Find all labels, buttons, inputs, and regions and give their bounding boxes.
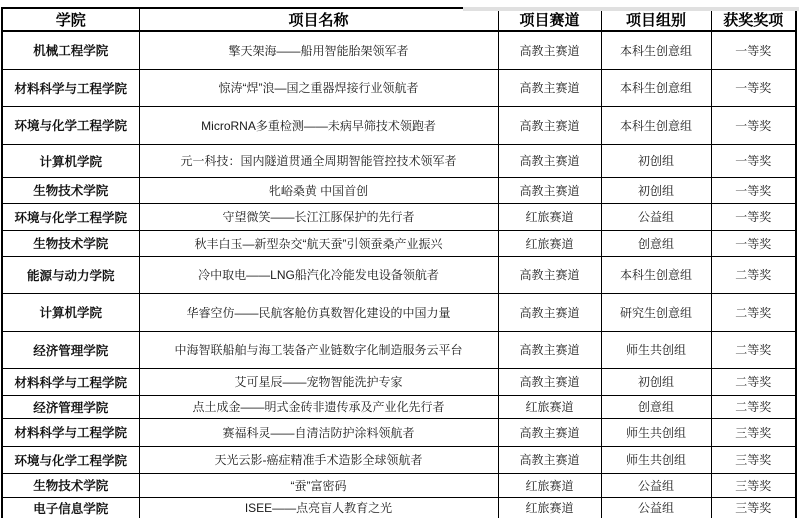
table-row: [2, 31, 796, 69]
header-row: [2, 8, 796, 31]
cell-track: 红旅赛道: [498, 473, 601, 497]
cell-project-name: MicroRNA多重检测——未病早筛技术领跑者: [139, 106, 498, 144]
cell-award: 二等奖: [711, 293, 796, 331]
cell-track: 高教主赛道: [498, 106, 601, 144]
header-track: 项目赛道: [498, 8, 601, 31]
cell-group: 创意组: [601, 230, 711, 256]
cell-track: 高教主赛道: [498, 31, 601, 69]
table-body: [2, 31, 796, 518]
cell-group: 师生共创组: [601, 418, 711, 446]
cell-project-name: 中海智联船舶与海工装备产业链数字化制造服务云平台: [139, 331, 498, 368]
cell-college: 材料科学与工程学院: [2, 418, 139, 446]
cell-group: 师生共创组: [601, 446, 711, 473]
cell-award: 一等奖: [711, 69, 796, 106]
cell-track: 红旅赛道: [498, 230, 601, 256]
cell-group: 公益组: [601, 497, 711, 518]
cell-project-name: 守望微笑——长江江豚保护的先行者: [139, 203, 498, 230]
table-row: [2, 497, 796, 518]
cell-project-name: 天光云影-癌症精准手术造影全球领航者: [139, 446, 498, 473]
cell-track: 高教主赛道: [498, 177, 601, 203]
cell-group: 创意组: [601, 395, 711, 418]
cell-project-name: 点土成金——明式金砖非遗传承及产业化先行者: [139, 395, 498, 418]
table-row: [2, 203, 796, 230]
cell-group: 本科生创意组: [601, 106, 711, 144]
cell-award: 一等奖: [711, 177, 796, 203]
table-row: [2, 69, 796, 106]
cell-project-name: 秋丰白玉—新型杂交“航天蚕”引领蚕桑产业振兴: [139, 230, 498, 256]
cell-group: 师生共创组: [601, 331, 711, 368]
cell-group: 初创组: [601, 177, 711, 203]
cell-award: 二等奖: [711, 395, 796, 418]
table-row: [2, 177, 796, 203]
cell-track: 高教主赛道: [498, 293, 601, 331]
cell-project-name: 元一科技：国内隧道贯通全周期智能管控技术领军者: [139, 144, 498, 177]
cell-award: 二等奖: [711, 368, 796, 395]
cell-track: 高教主赛道: [498, 69, 601, 106]
cell-award: 一等奖: [711, 144, 796, 177]
cell-college: 生物技术学院: [2, 230, 139, 256]
cell-track: 红旅赛道: [498, 497, 601, 518]
cell-college: 计算机学院: [2, 293, 139, 331]
cell-college: 电子信息学院: [2, 497, 139, 518]
table-row: [2, 331, 796, 368]
cell-award: 二等奖: [711, 256, 796, 293]
cell-award: 三等奖: [711, 446, 796, 473]
header-group: 项目组别: [601, 8, 711, 31]
awards-table: [1, 7, 797, 518]
table-row: [2, 293, 796, 331]
table-row: [2, 230, 796, 256]
cell-group: 初创组: [601, 368, 711, 395]
cell-award: 一等奖: [711, 31, 796, 69]
cell-track: 高教主赛道: [498, 418, 601, 446]
cell-group: 本科生创意组: [601, 256, 711, 293]
cell-track: 高教主赛道: [498, 446, 601, 473]
cell-project-name: “蚕”富密码: [139, 473, 498, 497]
cell-group: 初创组: [601, 144, 711, 177]
cell-award: 三等奖: [711, 418, 796, 446]
cell-group: 研究生创意组: [601, 293, 711, 331]
cell-college: 生物技术学院: [2, 473, 139, 497]
table-row: [2, 144, 796, 177]
cell-college: 机械工程学院: [2, 31, 139, 69]
cell-award: 三等奖: [711, 497, 796, 518]
top-edge-strip: [463, 7, 799, 11]
table-row: [2, 418, 796, 446]
cell-project-name: 惊涛“焊”浪—国之重器焊接行业领航者: [139, 69, 498, 106]
cell-track: 高教主赛道: [498, 331, 601, 368]
cell-track: 红旅赛道: [498, 395, 601, 418]
cell-project-name: ISEE——点亮盲人教育之光: [139, 497, 498, 518]
cell-project-name: 擎天架海——船用智能胎架领军者: [139, 31, 498, 69]
cell-award: 一等奖: [711, 203, 796, 230]
page: [0, 7, 799, 518]
cell-award: 一等奖: [711, 106, 796, 144]
cell-track: 高教主赛道: [498, 256, 601, 293]
cell-project-name: 艾可星辰——宠物智能洗护专家: [139, 368, 498, 395]
cell-track: 高教主赛道: [498, 368, 601, 395]
header-project-name: 项目名称: [139, 8, 498, 31]
table-row: [2, 256, 796, 293]
cell-college: 环境与化学工程学院: [2, 203, 139, 230]
table-row: [2, 395, 796, 418]
cell-college: 材料科学与工程学院: [2, 368, 139, 395]
cell-college: 经济管理学院: [2, 395, 139, 418]
cell-college: 材料科学与工程学院: [2, 69, 139, 106]
cell-group: 本科生创意组: [601, 31, 711, 69]
cell-track: 高教主赛道: [498, 144, 601, 177]
cell-award: 二等奖: [711, 331, 796, 368]
cell-project-name: 华睿空仿——民航客舱仿真数智化建设的中国力量: [139, 293, 498, 331]
table-row: [2, 368, 796, 395]
cell-award: 三等奖: [711, 473, 796, 497]
cell-college: 生物技术学院: [2, 177, 139, 203]
cell-college: 能源与动力学院: [2, 256, 139, 293]
cell-project-name: 牝峪桑黄 中国首创: [139, 177, 498, 203]
cell-college: 计算机学院: [2, 144, 139, 177]
cell-award: 一等奖: [711, 230, 796, 256]
cell-project-name: 赛福科灵——自清洁防护涂料领航者: [139, 418, 498, 446]
table-row: [2, 446, 796, 473]
cell-college: 环境与化学工程学院: [2, 446, 139, 473]
cell-group: 公益组: [601, 203, 711, 230]
cell-group: 本科生创意组: [601, 69, 711, 106]
table-row: [2, 473, 796, 497]
cell-college: 环境与化学工程学院: [2, 106, 139, 144]
cell-college: 经济管理学院: [2, 331, 139, 368]
table-row: [2, 106, 796, 144]
cell-group: 公益组: [601, 473, 711, 497]
cell-track: 红旅赛道: [498, 203, 601, 230]
header-award: 获奖奖项: [711, 8, 796, 31]
cell-project-name: 冷中取电——LNG船汽化冷能发电设备领航者: [139, 256, 498, 293]
header-college: 学院: [2, 8, 139, 31]
